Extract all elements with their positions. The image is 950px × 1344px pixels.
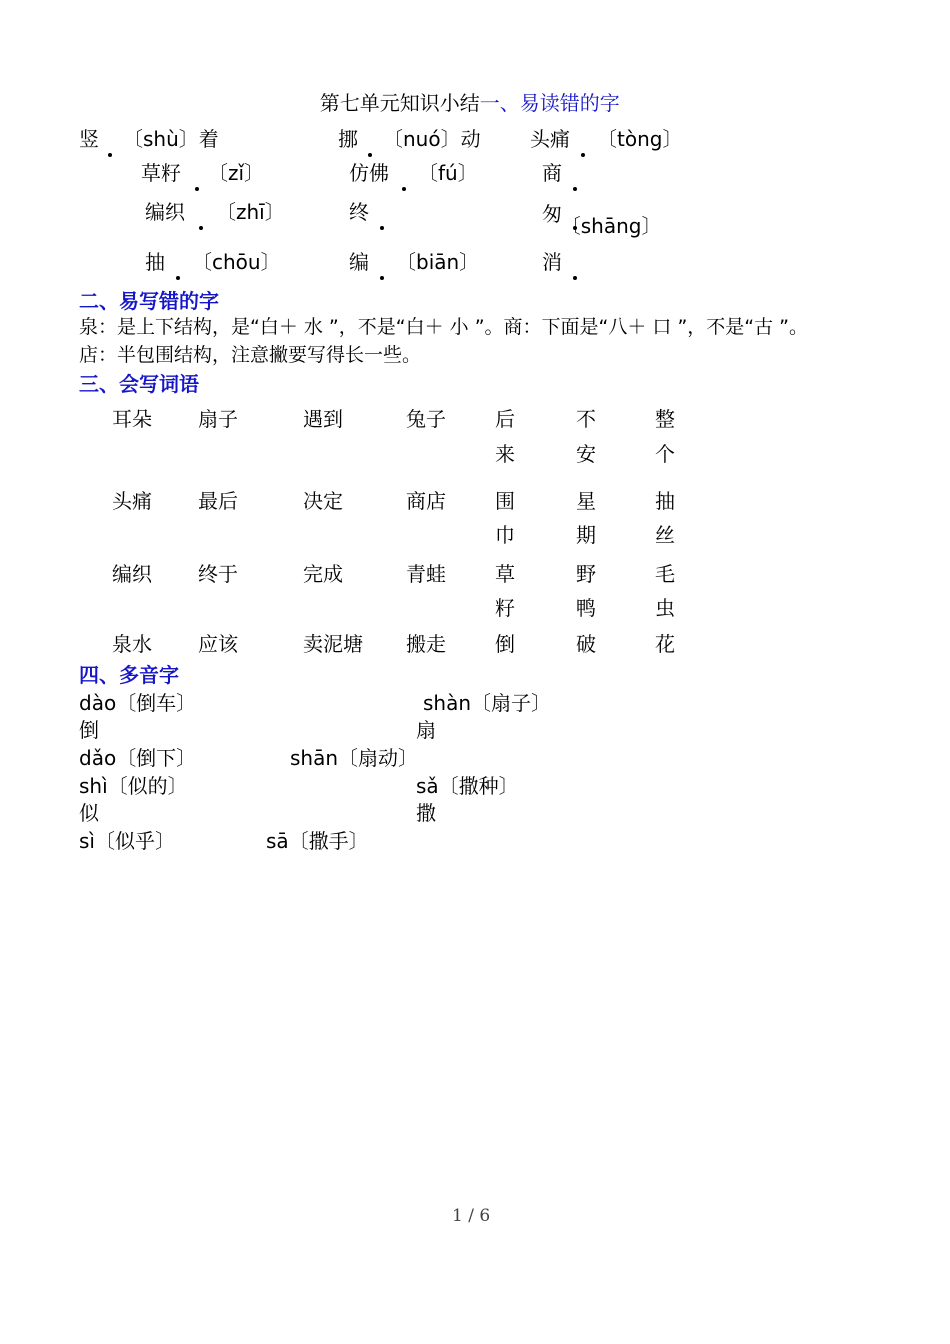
pinyin: 〔shù〕着 bbox=[123, 127, 219, 151]
vocab-word: 编织 bbox=[112, 562, 152, 586]
word: 抽 bbox=[145, 250, 165, 274]
vocab-char: 来 bbox=[495, 442, 515, 466]
polyphone-char: 撒 bbox=[416, 801, 436, 825]
pinyin: 〔zhī〕 bbox=[216, 200, 285, 224]
vocab-char: 抽 bbox=[655, 489, 675, 513]
polyphone-reading: shì〔似的〕 bbox=[79, 774, 188, 798]
word: 仿佛 bbox=[349, 161, 389, 185]
word: 头痛 bbox=[530, 127, 570, 151]
pinyin-clipped: 〔shāng〕 bbox=[560, 214, 662, 238]
word: 挪 bbox=[338, 127, 358, 151]
vocab-word: 青蛙 bbox=[406, 562, 446, 586]
vocab-word: 遇到 bbox=[303, 407, 343, 431]
vocab-char: 巾 bbox=[495, 523, 515, 547]
polyphone-reading: sì〔似乎〕 bbox=[79, 829, 175, 853]
emphasis-dot bbox=[581, 153, 585, 157]
pinyin: 〔zǐ〕 bbox=[208, 161, 265, 185]
polyphone-char: 倒 bbox=[79, 718, 99, 742]
emphasis-dot bbox=[380, 226, 384, 230]
body-line: 店：半包围结构，注意撇要写得长一些。 bbox=[79, 344, 422, 366]
pinyin: 〔tòng〕 bbox=[597, 127, 683, 151]
emphasis-dot bbox=[176, 276, 180, 280]
vocab-char: 野 bbox=[576, 562, 596, 586]
emphasis-dot bbox=[199, 226, 203, 230]
vocab-word: 完成 bbox=[303, 562, 343, 586]
vocab-char: 虫 bbox=[655, 596, 675, 620]
polyphone-char: 扇 bbox=[416, 718, 436, 742]
vocab-word: 兔子 bbox=[406, 407, 446, 431]
emphasis-dot bbox=[573, 187, 577, 191]
polyphone-reading: dǎo〔倒下〕 bbox=[79, 746, 197, 770]
vocab-char: 期 bbox=[576, 523, 596, 547]
word: 终 bbox=[349, 200, 369, 224]
vocab-word: 卖泥塘 bbox=[303, 632, 363, 656]
page-number: 1 / 6 bbox=[452, 1206, 491, 1226]
emphasis-dot bbox=[368, 153, 372, 157]
pinyin: 〔biān〕 bbox=[396, 250, 480, 274]
emphasis-dot bbox=[402, 187, 406, 191]
word: 编织 bbox=[145, 200, 185, 224]
polyphone-reading: sǎ〔撒种〕 bbox=[416, 774, 519, 798]
vocab-char: 丝 bbox=[655, 523, 675, 547]
vocab-char: 籽 bbox=[495, 596, 515, 620]
vocab-char: 花 bbox=[655, 632, 675, 656]
section-heading-2: 二、易写错的字 bbox=[79, 289, 219, 313]
vocab-char: 后 bbox=[495, 407, 515, 431]
vocab-char: 安 bbox=[576, 442, 596, 466]
vocab-word: 应该 bbox=[198, 632, 238, 656]
word: 竖 bbox=[79, 127, 99, 151]
vocab-char: 鸭 bbox=[576, 596, 596, 620]
pinyin: 〔chōu〕 bbox=[192, 250, 281, 274]
vocab-char: 草 bbox=[495, 562, 515, 586]
page-title: 第七单元知识小结 bbox=[319, 91, 480, 115]
vocab-word: 搬走 bbox=[406, 632, 446, 656]
vocab-char: 整 bbox=[655, 407, 675, 431]
section-heading-4: 四、多音字 bbox=[79, 663, 179, 687]
vocab-char: 毛 bbox=[655, 562, 675, 586]
word: 编 bbox=[349, 250, 369, 274]
vocab-word: 商店 bbox=[406, 489, 446, 513]
word: 消 bbox=[542, 250, 562, 274]
word: 匆 bbox=[542, 202, 562, 226]
vocab-word: 最后 bbox=[198, 489, 238, 513]
emphasis-dot bbox=[195, 187, 199, 191]
vocab-word: 头痛 bbox=[112, 489, 152, 513]
word: 草籽 bbox=[141, 161, 181, 185]
emphasis-dot bbox=[380, 276, 384, 280]
vocab-char: 不 bbox=[576, 407, 596, 431]
polyphone-reading: sā〔撒手〕 bbox=[266, 829, 369, 853]
vocab-word: 扇子 bbox=[198, 407, 238, 431]
vocab-word: 终于 bbox=[198, 562, 238, 586]
vocab-word: 耳朵 bbox=[112, 407, 152, 431]
polyphone-char: 似 bbox=[79, 801, 99, 825]
vocab-char: 围 bbox=[495, 489, 515, 513]
vocab-char: 破 bbox=[576, 632, 596, 656]
emphasis-dot bbox=[573, 276, 577, 280]
polyphone-reading: shān〔扇动〕 bbox=[290, 746, 419, 770]
section-heading-3: 三、会写词语 bbox=[79, 372, 199, 396]
polyphone-reading: dào〔倒车〕 bbox=[79, 691, 197, 715]
emphasis-dot bbox=[108, 153, 112, 157]
body-line: 泉：是上下结构，是“白＋ 水 ”，不是“白＋ 小 ”。商：下面是“八＋ 口 ”，不是“古 ”。 bbox=[79, 316, 809, 338]
section-heading-1: 一、易读错的字 bbox=[479, 91, 620, 115]
pinyin: 〔nuó〕动 bbox=[383, 127, 481, 151]
vocab-char: 倒 bbox=[495, 632, 515, 656]
polyphone-reading: shàn〔扇子〕 bbox=[423, 691, 552, 715]
vocab-word: 决定 bbox=[303, 489, 343, 513]
pinyin: 〔fú〕 bbox=[418, 161, 478, 185]
vocab-char: 个 bbox=[655, 442, 675, 466]
word: 商 bbox=[542, 161, 562, 185]
vocab-char: 星 bbox=[576, 489, 596, 513]
vocab-word: 泉水 bbox=[112, 632, 152, 656]
